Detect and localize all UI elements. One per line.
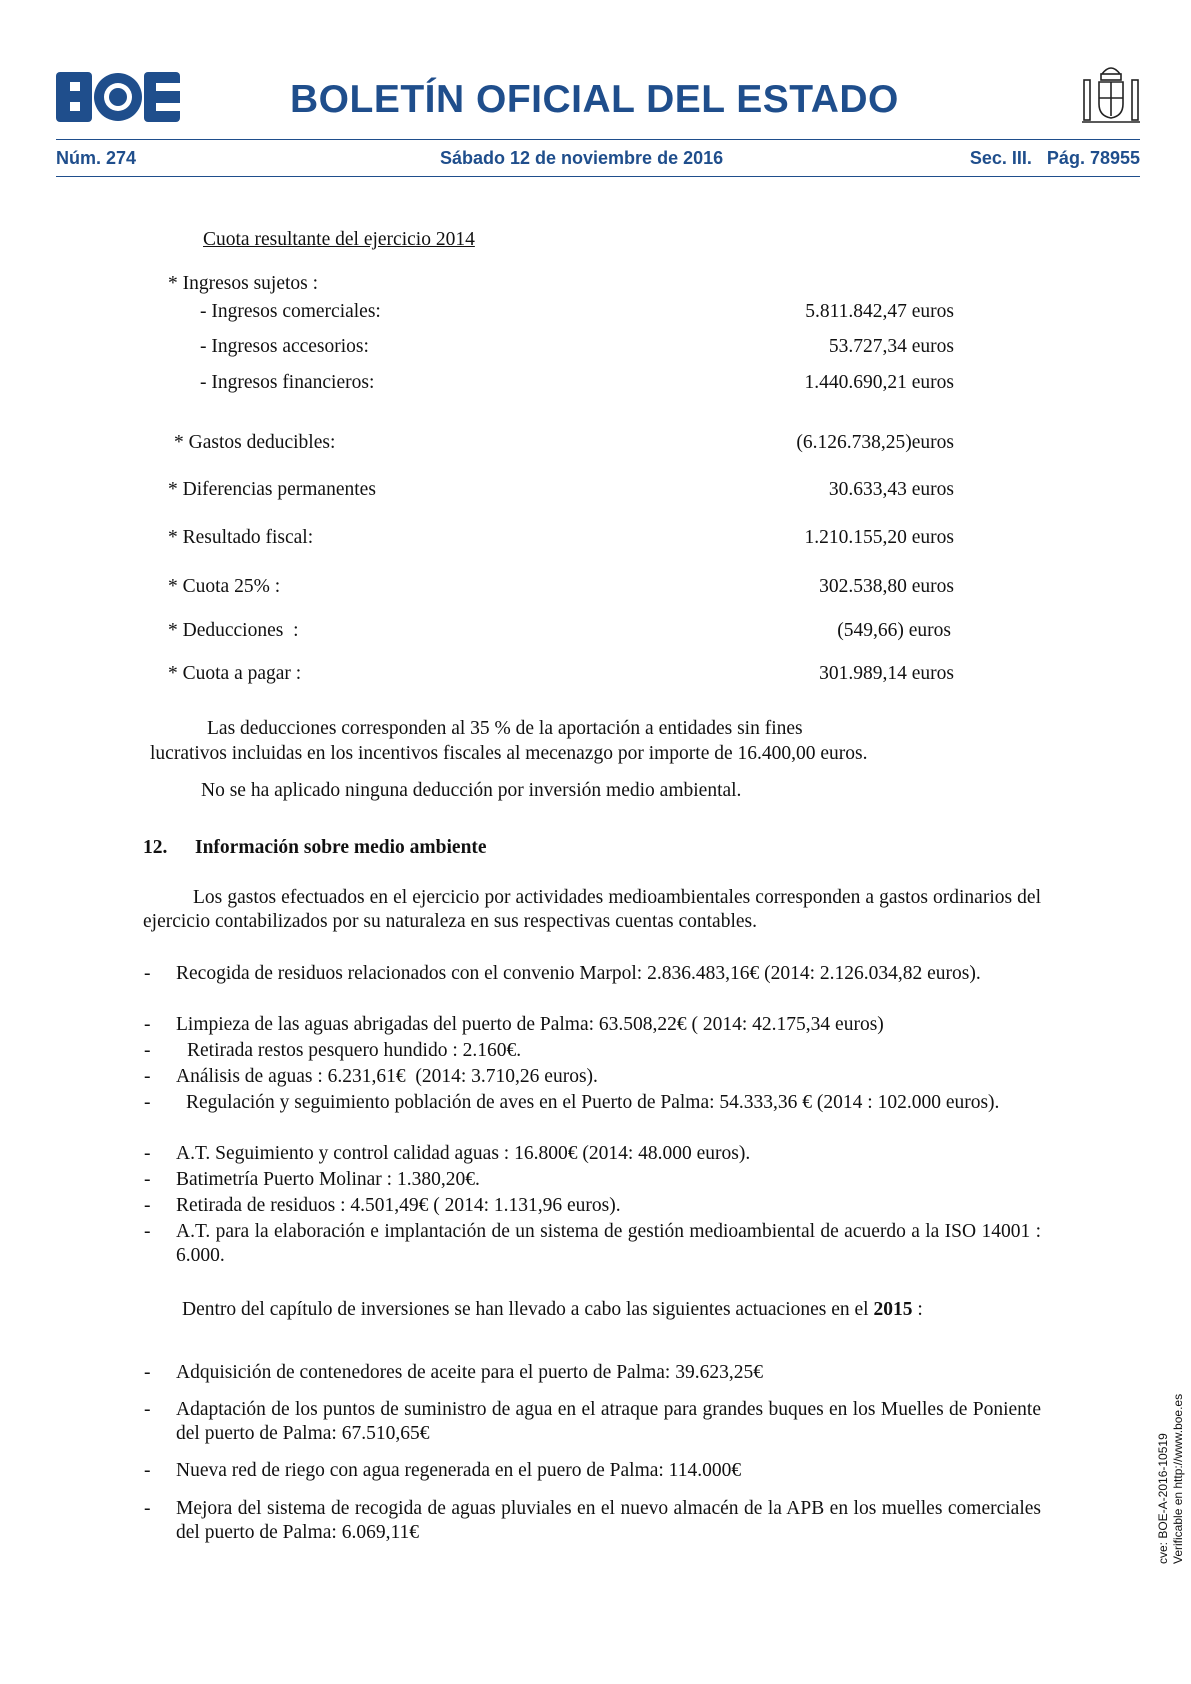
- cuota-row-value: 1.210.155,20 euros: [804, 527, 954, 548]
- list-bullet: -: [144, 1460, 151, 1481]
- cuota-row-label: - Ingresos comerciales:: [200, 301, 381, 322]
- inversiones-intro: [182, 1298, 923, 1322]
- issue-number: Núm. 274: [56, 148, 137, 168]
- deducciones-note: No se ha aplicado ninguna deducción por inversión medio ambiental.: [201, 780, 742, 801]
- cuota-row-label: * Cuota 25% :: [168, 576, 281, 597]
- verification-link[interactable]: Verificable en http://www.boe.es: [1171, 1393, 1185, 1564]
- list-bullet: -: [144, 1143, 151, 1164]
- cuota-row-value: 301.989,14 euros: [819, 663, 954, 684]
- cuota-row-value: 53.727,34 euros: [828, 336, 954, 357]
- deducciones-text: lucrativos incluidas en los incentivos fiscales al mecenazgo por importe de 16.400,00 euros.: [150, 743, 868, 764]
- list-item: Análisis de aguas : 6.231,61€ (2014: 3.710,26 euros).: [176, 1066, 598, 1087]
- cuota-row-value: 30.633,43 euros: [828, 479, 954, 500]
- cuota-row-label: - Ingresos accesorios:: [200, 336, 369, 357]
- list-bullet: -: [144, 1066, 151, 1087]
- boe-logo: [56, 72, 180, 122]
- list-bullet: -: [144, 1399, 151, 1420]
- list-item: Regulación y seguimiento población de aves en el Puerto de Palma: 54.333,36 € (2014 : 102.000 euros).: [186, 1092, 1000, 1113]
- section-title: Información sobre medio ambiente: [195, 837, 487, 858]
- cuota-row-label: - Ingresos financieros:: [200, 372, 375, 393]
- section-number: 12.: [143, 837, 168, 858]
- cuota-row-label: * Resultado fiscal:: [168, 527, 314, 548]
- deducciones-text: Las deducciones corresponden al 35 % de la aportación a entidades sin fines: [207, 718, 803, 739]
- list-item: A.T. para la elaboración e implantación de un sistema de gestión medioambiental de acuerdo a la ISO 14001 : 6.000.: [176, 1221, 1041, 1266]
- cuota-row-value: 302.538,80 euros: [819, 576, 954, 597]
- list-item: Retirada restos pesquero hundido : 2.160€.: [187, 1040, 522, 1061]
- verification-sidebar: [1156, 1394, 1186, 1564]
- list-bullet: -: [144, 1092, 151, 1113]
- list-item: A.T. Seguimiento y control calidad aguas : 16.800€ (2014: 48.000 euros).: [176, 1143, 751, 1164]
- header-rule-top: [56, 139, 1140, 140]
- inversiones-intro-text: Dentro del capítulo de inversiones se han llevado a cabo las siguientes actuaciones en el: [182, 1299, 869, 1320]
- list-item: Limpieza de las aguas abrigadas del puerto de Palma: 63.508,22€ ( 2014: 42.175,34 euros): [176, 1014, 884, 1035]
- list-bullet: -: [144, 1498, 151, 1519]
- cuota-row-value: (549,66) euros: [837, 620, 951, 641]
- inversiones-intro-tail: :: [912, 1299, 923, 1320]
- ingresos-label: * Ingresos sujetos :: [168, 273, 319, 294]
- cuota-heading: Cuota resultante del ejercicio 2014: [203, 229, 475, 250]
- cuota-row-label: * Diferencias permanentes: [168, 479, 376, 500]
- list-item: Adaptación de los puntos de suministro de agua en el atraque para grandes buques en los Muelles de Poniente del puerto de Palma: 67.510,65€: [176, 1399, 1041, 1444]
- issue-date: Sábado 12 de noviembre de 2016: [440, 148, 724, 168]
- cuota-row-value: 1.440.690,21 euros: [804, 372, 954, 393]
- cuota-row-value: 5.811.842,47 euros: [805, 301, 954, 322]
- list-item: Retirada de residuos : 4.501,49€ ( 2014: 1.131,96 euros).: [176, 1195, 621, 1216]
- cve-code: cve: BOE-A-2016-10519: [1156, 1433, 1170, 1564]
- list-bullet: -: [144, 963, 151, 984]
- list-item: Batimetría Puerto Molinar : 1.380,20€.: [176, 1169, 480, 1190]
- page-title: BOLETÍN OFICIAL DEL ESTADO: [290, 78, 899, 121]
- list-bullet: -: [144, 1169, 151, 1190]
- list-item: Mejora del sistema de recogida de aguas pluviales en el nuevo almacén de la APB en los muelles comerciales del puerto de Palma: 6.069,11€: [176, 1498, 1041, 1543]
- inversiones-year: 2015: [873, 1299, 913, 1320]
- cuota-row-label: * Cuota a pagar :: [168, 663, 302, 684]
- header-rule-bottom: [56, 176, 1140, 177]
- list-bullet: -: [144, 1221, 151, 1242]
- section-intro: Los gastos efectuados en el ejercicio por actividades medioambientales corresponden a gastos ordinarios del ejercicio contabilizados por su naturaleza en sus respectivas cuentas contables.: [143, 887, 1041, 932]
- list-item: Adquisición de contenedores de aceite para el puerto de Palma: 39.623,25€: [176, 1362, 763, 1383]
- section-page: Sec. III. Pág. 78955: [969, 148, 1140, 168]
- list-bullet: -: [144, 1195, 151, 1216]
- coat-of-arms-icon: [1080, 60, 1142, 130]
- list-item: Recogida de residuos relacionados con el convenio Marpol: 2.836.483,16€ (2014: 2.126.034,82 euros).: [176, 963, 981, 984]
- list-bullet: -: [144, 1040, 151, 1061]
- list-bullet: -: [144, 1362, 151, 1383]
- cuota-row-label: * Gastos deducibles:: [174, 432, 336, 453]
- list-bullet: -: [144, 1014, 151, 1035]
- list-item: Nueva red de riego con agua regenerada en el puero de Palma: 114.000€: [176, 1460, 742, 1481]
- cuota-row-value: (6.126.738,25)euros: [796, 432, 954, 453]
- cuota-row-label: * Deducciones :: [168, 620, 299, 641]
